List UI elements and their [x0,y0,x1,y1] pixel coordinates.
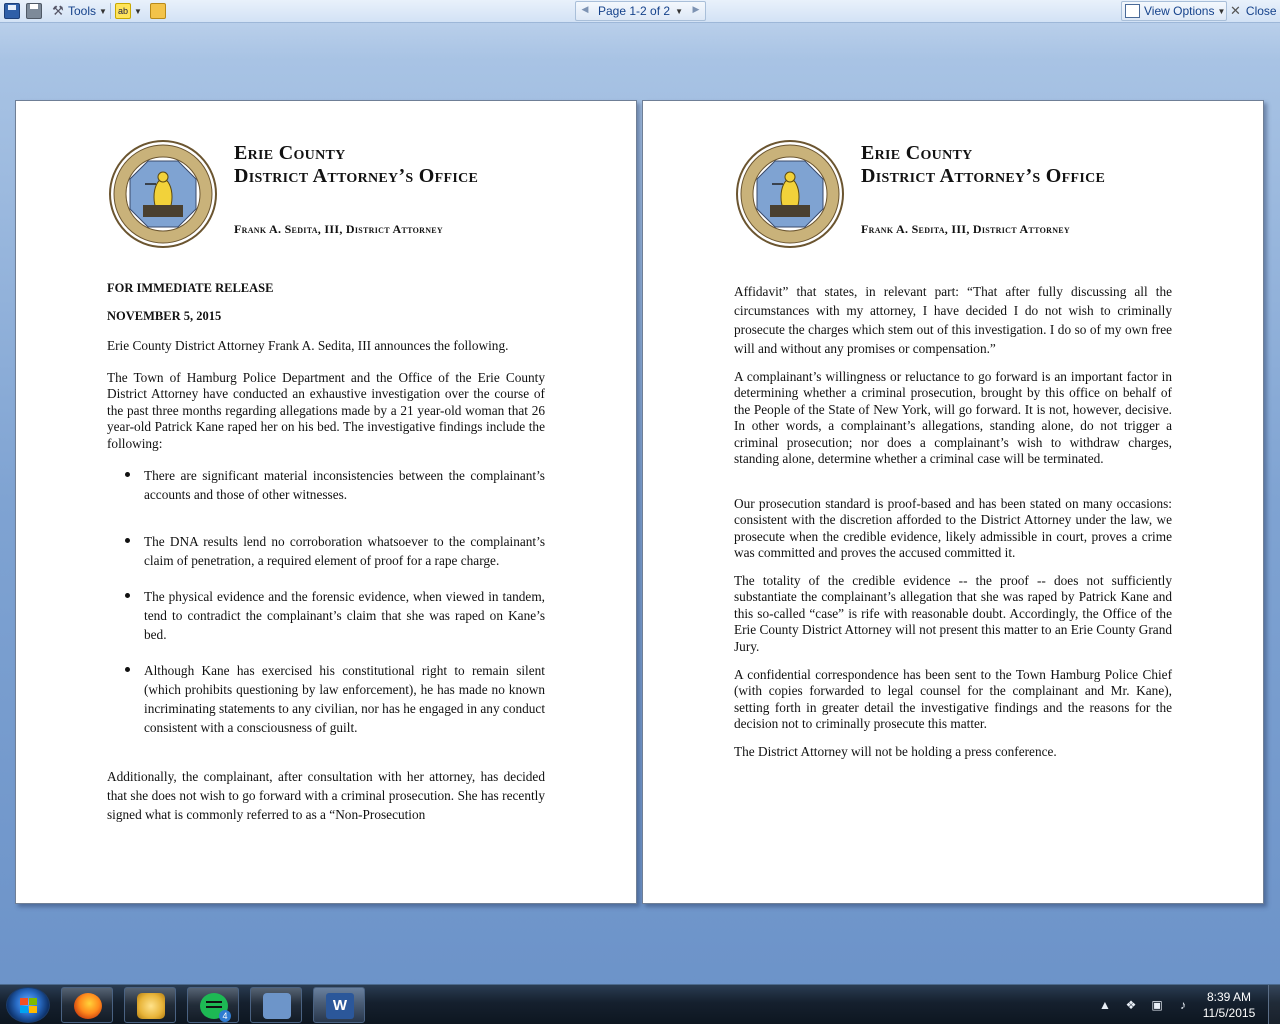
volume-icon[interactable]: ♪ [1180,998,1186,1012]
letterhead-line-1: Erie County [861,142,973,164]
county-seal-logo [735,139,845,249]
document-page-2 [642,100,1264,904]
clock[interactable] [1196,989,1262,1021]
save-button[interactable] [4,2,20,20]
paragraph: A confidential correspondence has been sent to the Town Hamburg Police Chief (with copies forwarded to legal counsel for the complainant and Mr. Kane), setting forth in greater detail the investigative findings and the reasons for the decision not to criminally prosecute this matter. [734,667,1172,732]
folder-button[interactable] [150,2,166,20]
list-item: The DNA results lend no corroboration whatsoever to the complainant’s claim of penetration, a required element of proof for a rape charge. [107,532,545,570]
next-page-icon[interactable]: ▶ [692,4,700,14]
letterhead-line-1: Erie County [234,142,346,164]
chevron-down-icon[interactable]: ▼ [675,6,683,16]
chevron-down-icon: ▼ [1217,6,1226,16]
start-button[interactable] [6,987,50,1023]
close-label: Close [1245,4,1277,18]
taskbar-word[interactable] [313,987,365,1023]
taskbar-mail[interactable] [124,987,176,1023]
letterhead-subtitle: Frank A. Sedita, III, District Attorney [861,222,1071,236]
date-label: NOVEMBER 5, 2015 [107,309,222,323]
tools-label: Tools [68,4,97,18]
folder-icon [150,3,166,19]
paragraph: A complainant’s willingness or reluctance to go forward is an important factor in determining whether a criminal prosecution, brought by this office on behalf of the People of the State of New York, will go forward. It is not, however, decisive. In other words, a complainant’s allegations, standing alone, do not trigger a criminal prosecution; nor does a complainant’s wish to withdraw charges, standing alone, determine whether a criminal case will be terminated. [734,369,1172,467]
spelling-button[interactable] [115,2,142,20]
view-options-label: View Options [1144,4,1215,18]
dropbox-icon[interactable]: ❖ [1125,998,1137,1012]
system-tray [1098,985,1202,1024]
previous-page-icon[interactable]: ◀ [581,4,589,14]
windows-logo-icon [20,998,38,1014]
findings-list [107,466,545,737]
release-label: FOR IMMEDIATE RELEASE [107,281,274,295]
taskbar [0,984,1280,1024]
list-item: The physical evidence and the forensic evidence, when viewed in tandem, tend to contradict the complainant’s claim that she was raped on Kane’s bed. [107,587,545,644]
release-date [107,308,545,324]
chevron-down-icon: ▼ [99,6,107,16]
chevron-down-icon: ▼ [134,6,142,16]
taskbar-spotify[interactable] [187,987,239,1023]
letterhead-title [861,142,1105,188]
paragraph: The Town of Hamburg Police Department and the Office of the Erie County District Attorney have conducted an exhaustive investigation over the course of the past three months regarding allegations made by a 21 year-old woman that 26 year-old Patrick Kane raped her on his bed. The investigative findings include the following: [107,370,545,451]
county-seal-logo [108,139,218,249]
list-item: There are significant material inconsistencies between the complainant’s accounts and those of other witnesses. [107,466,545,504]
paragraph: The District Attorney will not be holding a press conference. [734,744,1057,759]
clock-date: 11/5/2015 [1202,1006,1256,1020]
print-button[interactable] [26,2,42,20]
paragraph: Affidavit” that states, in relevant part: “That after fully discussing all the circumstances with my attorney, I have decided I do not wish to criminally prosecute the charges which stem out of this investigation. I do so of my own free will and without any promises or compensation.” [734,284,1172,356]
paragraph: The totality of the credible evidence -- the proof -- does not sufficiently substantiate the complainant’s allegation that she was raped by Patrick Kane and this so-called “case” is rife with reasonable doubt. Accordingly, the Office of the Erie County District Attorney will not present this matter to an Erie County Grand Jury. [734,573,1172,654]
letterhead-subtitle: Frank A. Sedita, III, District Attorney [234,222,444,236]
mail-icon [137,993,165,1019]
tools-icon: ⚒ [52,3,64,18]
close-button[interactable] [1230,2,1277,20]
print-icon [26,3,42,19]
view-options-button[interactable] [1121,1,1227,21]
taskbar-window-switcher[interactable] [250,987,302,1023]
page-navigator[interactable] [575,1,706,21]
firefox-icon [74,993,102,1019]
notification-badge: 4 [219,1010,231,1022]
paragraph: Additionally, the complainant, after consultation with her attorney, has decided that she does not wish to go forward with a criminal prosecution. She has recently signed what is commonly referred to as a “Non-Prosecution [107,769,545,822]
reading-toolbar [0,0,1280,23]
letterhead-title [234,142,478,188]
paragraph: Erie County District Attorney Frank A. Sedita, III announces the following. [107,338,509,353]
letterhead-line-2: District Attorney’s Office [234,165,479,187]
page-indicator: Page 1-2 of 2 [598,4,671,18]
network-icon[interactable]: ▣ [1151,998,1163,1012]
view-options-icon [1125,4,1140,18]
document-page-1 [15,100,637,904]
letterhead-line-2: District Attorney’s Office [861,165,1106,187]
close-icon: ✕ [1230,3,1241,18]
show-hidden-icons-icon[interactable]: ▲ [1099,998,1111,1012]
save-icon [4,3,20,19]
taskbar-firefox[interactable] [61,987,113,1023]
window-switch-icon [263,993,291,1019]
toolbar-separator [110,3,111,19]
release-heading [107,280,545,296]
tools-menu-button[interactable] [51,2,107,20]
show-desktop-button[interactable] [1268,985,1280,1024]
spelling-icon: ab [115,3,131,19]
paragraph: Our prosecution standard is proof-based and has been stated on many occasions: consistent with the discretion afforded to the District Attorney under the law, we prosecute when the credible evidence, likely admissible in court, proves a crime was committed and proves the accused committed it. [734,496,1172,561]
word-icon: W [326,993,354,1019]
list-item: Although Kane has exercised his constitutional right to remain silent (which prohibits questioning by law enforcement), he has made no known incriminating statements to any civilian, nor has he engaged in any conduct consistent with a consciousness of guilt. [107,661,545,737]
clock-time: 8:39 AM [1206,990,1252,1004]
